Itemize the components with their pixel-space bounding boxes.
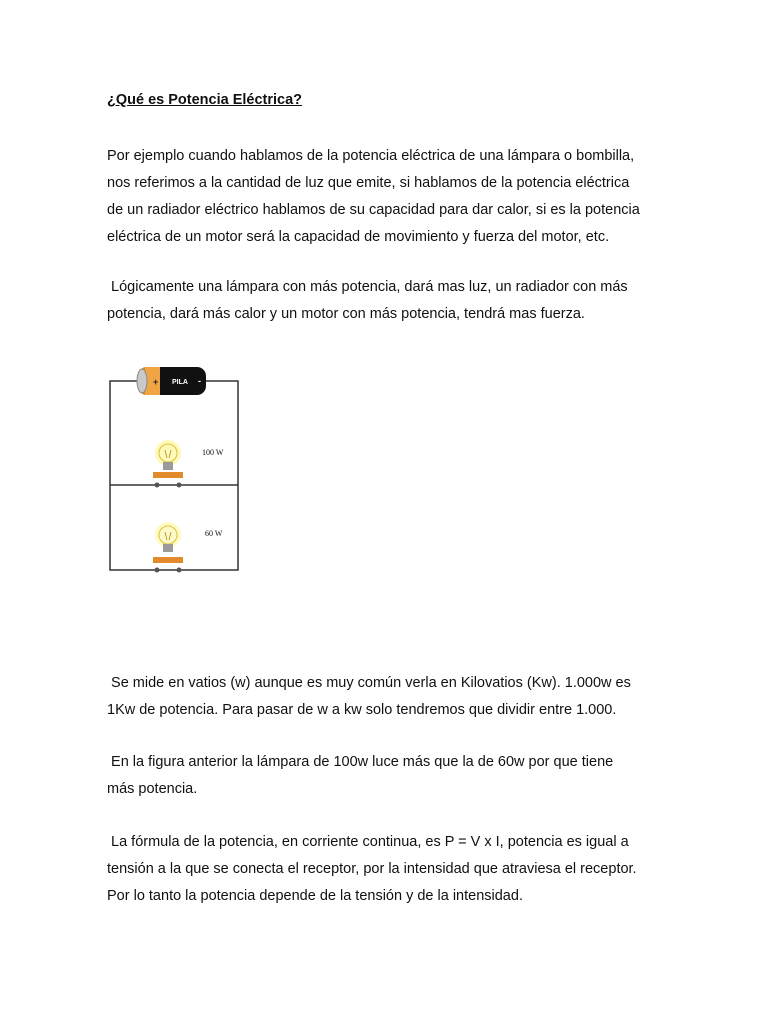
bulb-glass	[159, 444, 177, 462]
battery-terminal	[137, 369, 147, 393]
paragraph-5-line: Por lo tanto la potencia depende de la tensión y de la intensidad.	[107, 888, 523, 904]
paragraph-1-line: de un radiador eléctrico hablamos de su capacidad para dar calor, si es la potencia	[107, 202, 640, 218]
paragraph-3-line: 1Kw de potencia. Para pasar de w a kw solo tendremos que dividir entre 1.000.	[107, 702, 617, 718]
battery-plus-sign: +	[153, 377, 159, 387]
paragraph-3	[107, 670, 631, 724]
paragraph-1	[107, 143, 640, 251]
paragraph-4-line: más potencia.	[107, 781, 198, 797]
bulb-100w-icon	[153, 440, 224, 488]
bulb-socket	[163, 544, 173, 552]
bulb-base	[153, 472, 183, 478]
bulb-100w-label: 100 W	[202, 448, 224, 457]
paragraph-1-line: Por ejemplo cuando hablamos de la potencia eléctrica de una lámpara o bombilla,	[107, 148, 635, 164]
battery-icon	[137, 367, 206, 395]
bulb-base	[153, 557, 183, 563]
battery-minus-sign: -	[198, 376, 201, 386]
paragraph-2-line: Lógicamente una lámpara con más potencia, dará mas luz, un radiador con más	[107, 279, 628, 295]
bulb-60w-label: 60 W	[205, 529, 223, 538]
bulb-terminal-left	[155, 483, 160, 488]
circuit-figure	[105, 360, 245, 580]
bulb-60w-icon	[153, 522, 223, 573]
paragraph-1-line: nos referimos a la cantidad de luz que emite, si hablamos de la potencia eléctrica	[107, 175, 630, 191]
paragraph-4	[107, 749, 613, 803]
paragraph-5	[107, 829, 637, 910]
paragraph-4-line: En la figura anterior la lámpara de 100w luce más que la de 60w por que tiene	[107, 754, 614, 770]
bulb-glass	[159, 526, 177, 544]
bulb-terminal-right	[177, 483, 182, 488]
paragraph-3-line: Se mide en vatios (w) aunque es muy común verla en Kilovatios (Kw). 1.000w es	[107, 675, 631, 691]
battery-label: PILA	[172, 379, 188, 386]
bulb-terminal-right	[177, 568, 182, 573]
paragraph-5-line: La fórmula de la potencia, en corriente continua, es P = V x I, potencia es igual a	[107, 834, 629, 850]
paragraph-2	[107, 274, 628, 328]
document-title: ¿Qué es Potencia Eléctrica?	[107, 92, 303, 108]
bulb-terminal-left	[155, 568, 160, 573]
paragraph-2-line: potencia, dará más calor y un motor con más potencia, tendrá mas fuerza.	[107, 306, 585, 322]
paragraph-5-line: tensión a la que se conecta el receptor, por la intensidad que atraviesa el receptor.	[107, 861, 637, 877]
paragraph-1-line: eléctrica de un motor será la capacidad de movimiento y fuerza del motor, etc.	[107, 229, 610, 245]
bulb-socket	[163, 462, 173, 470]
